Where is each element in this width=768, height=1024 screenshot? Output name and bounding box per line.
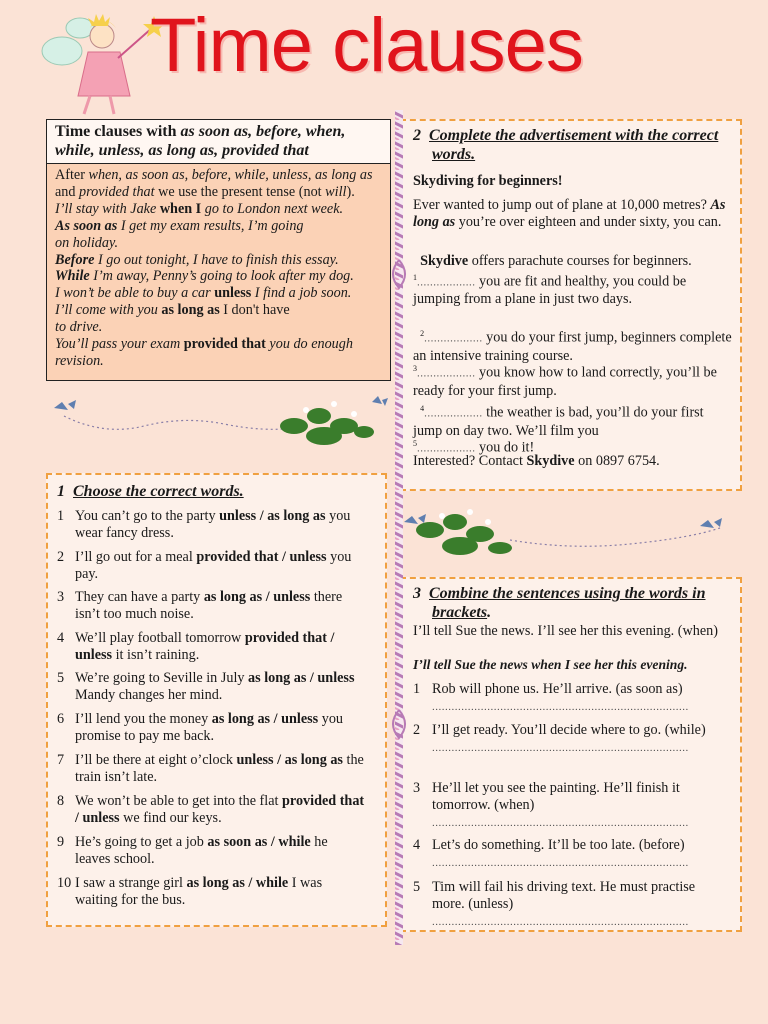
choice-options[interactable]: as long as / unless bbox=[203, 589, 311, 605]
grammar-example: Before I go out tonight, I have to finish this essay. bbox=[55, 251, 339, 268]
grammar-example: As soon as I get my exam results, I’m going on holiday. bbox=[55, 217, 304, 251]
grammar-example: I’ll stay with Jake when I go to London next week. bbox=[55, 200, 344, 217]
item-number: 5 bbox=[413, 879, 421, 895]
item-number: 2 bbox=[57, 549, 65, 565]
item-number: 1 bbox=[413, 681, 421, 697]
item-number: 8 bbox=[57, 793, 65, 809]
grammar-box bbox=[46, 119, 391, 381]
grammar-example: While I’m away, Penny’s going to look after my dog. bbox=[55, 268, 354, 285]
item-text: We won’t be able to get into the flat provided that / unless we find our keys. bbox=[75, 793, 365, 826]
item-text: Let’s do something. It’ll be too late. (before) ............................................................................... bbox=[432, 837, 689, 869]
item-text: We’re going to Seville in July as long as / unless Mandy changes her mind. bbox=[75, 670, 355, 703]
choice-options[interactable]: as long as / while bbox=[186, 875, 289, 891]
ad-paragraph: Ever wanted to jump out of plane at 10,000 metres? As long as you’re over eighteen and under sixty, you can. bbox=[413, 197, 726, 230]
item-text: We’ll play football tomorrow provided that / unless it isn’t raining. bbox=[75, 630, 335, 663]
answer-blank-1[interactable]: .................. bbox=[417, 276, 476, 289]
answer-line[interactable]: ............................................................................... bbox=[432, 701, 689, 713]
item-number: 3 bbox=[57, 589, 65, 605]
item-number: 5 bbox=[57, 670, 65, 686]
item-text: I’ll get ready. You’ll decide where to go. (while) ............................................................................... bbox=[432, 722, 706, 754]
answer-blank-2[interactable]: .................. bbox=[424, 332, 483, 345]
choice-options[interactable]: provided that / unless bbox=[196, 549, 327, 565]
answer-line[interactable]: ............................................................................... bbox=[432, 817, 689, 829]
choice-options[interactable]: unless / as long as bbox=[236, 752, 343, 768]
choice-options[interactable]: as long as / unless bbox=[248, 670, 355, 686]
flower-vine-decoration bbox=[44, 386, 389, 458]
item-text: They can have a party as long as / unless there isn’t too much noise. bbox=[75, 589, 343, 622]
answer-line[interactable]: ............................................................................... bbox=[432, 742, 689, 754]
item-text: You can’t go to the party unless / as long as you wear fancy dress. bbox=[75, 508, 351, 541]
exercise-3-panel bbox=[400, 577, 742, 932]
ribbon-decoration bbox=[389, 110, 409, 945]
flower-vine-decoration bbox=[400, 500, 745, 572]
example-answer: I’ll tell Sue the news when I see her this evening. bbox=[413, 657, 688, 672]
item-text: He’ll let you see the painting. He’ll finish it tomorrow. (when) ............................................................................... bbox=[432, 780, 689, 829]
item-number: 2 bbox=[413, 722, 421, 738]
item-text: I’ll lend you the money as long as / unless you promise to pay me back. bbox=[75, 711, 344, 744]
grammar-example: I won’t be able to buy a car unless I find a job soon. bbox=[55, 285, 352, 302]
answer-blank-3[interactable]: .................. bbox=[417, 367, 476, 380]
exercise-3-title: 3 Combine the sentences using the words in brackets. bbox=[413, 585, 706, 621]
exercise-1-panel bbox=[46, 473, 387, 927]
item-number: 6 bbox=[57, 711, 65, 727]
fairy-illustration bbox=[40, 6, 165, 121]
ad-paragraph: $^2$.................. you do your first jump, beginners complete an intensive training course. bbox=[413, 329, 732, 364]
choice-options[interactable]: as soon as / while bbox=[207, 834, 311, 850]
exercise-2-panel bbox=[400, 119, 742, 491]
ad-paragraph: $^3$.................. you know how to land correctly, you’ll be ready for your first jump. bbox=[413, 364, 717, 399]
item-number: 7 bbox=[57, 752, 65, 768]
item-text: Rob will phone us. He’ll arrive. (as soon as) ............................................................................... bbox=[432, 681, 689, 713]
item-number: 4 bbox=[413, 837, 421, 853]
ad-paragraph: $^4$.................. the weather is bad, you’ll do your first jump on day two. We’ll film you bbox=[413, 404, 704, 439]
exercise-2-title: 2 Complete the advertisement with the correct words. bbox=[413, 127, 719, 163]
choice-options[interactable]: as long as / unless bbox=[211, 711, 319, 727]
item-number: 9 bbox=[57, 834, 65, 850]
ad-heading: Skydiving for beginners! bbox=[413, 173, 563, 189]
item-number: 4 bbox=[57, 630, 65, 646]
item-text: He’s going to get a job as soon as / while he leaves school. bbox=[75, 834, 328, 867]
item-text: I’ll go out for a meal provided that / unless you pay. bbox=[75, 549, 352, 582]
grammar-example: You’ll pass your exam provided that you do enough revision. bbox=[55, 336, 353, 369]
exercise-1-title: 1 Choose the correct words. bbox=[57, 483, 244, 500]
choice-options[interactable]: provided that / unless bbox=[75, 793, 365, 826]
grammar-intro: After when, as soon as, before, while, unless, as long as and provided that we use the present tense (not will). bbox=[55, 167, 373, 200]
answer-blank-4[interactable]: .................. bbox=[424, 407, 483, 420]
item-number: 10 bbox=[57, 875, 72, 891]
item-text: I’ll be there at eight o’clock unless / as long as the train isn’t late. bbox=[75, 752, 364, 785]
item-text: Tim will fail his driving text. He must practise more. (unless) ............................................................................... bbox=[432, 879, 696, 928]
item-number: 1 bbox=[57, 508, 65, 524]
grammar-example: I’ll come with you as long as I don't have to drive. bbox=[55, 302, 290, 336]
choice-options[interactable]: provided that / unless bbox=[75, 630, 335, 663]
answer-line[interactable]: ............................................................................... bbox=[432, 916, 689, 928]
page-title: Time clauses bbox=[150, 3, 583, 88]
answer-line[interactable]: ............................................................................... bbox=[432, 857, 689, 869]
grammar-heading: Time clauses with as soon as, before, when, while, unless, as long as, provided that bbox=[47, 120, 390, 164]
example-question: I’ll tell Sue the news. I’ll see her this evening. (when) bbox=[413, 623, 718, 639]
item-text: I saw a strange girl as long as / while I was waiting for the bus. bbox=[75, 875, 323, 908]
choice-options[interactable]: unless / as long as bbox=[219, 508, 326, 524]
ad-paragraph: Skydive offers parachute courses for beginners. $^1$.................. you are fit and healthy, you could be jumping from a plane in just two days. bbox=[413, 253, 692, 308]
ad-contact: Interested? Contact Skydive on 0897 6754. bbox=[413, 453, 660, 469]
grammar-body bbox=[47, 164, 390, 373]
answer-blank-5[interactable]: .................. bbox=[417, 442, 476, 455]
ad-paragraph: $^5$.................. you do it! bbox=[413, 439, 535, 456]
item-number: 3 bbox=[413, 780, 421, 796]
